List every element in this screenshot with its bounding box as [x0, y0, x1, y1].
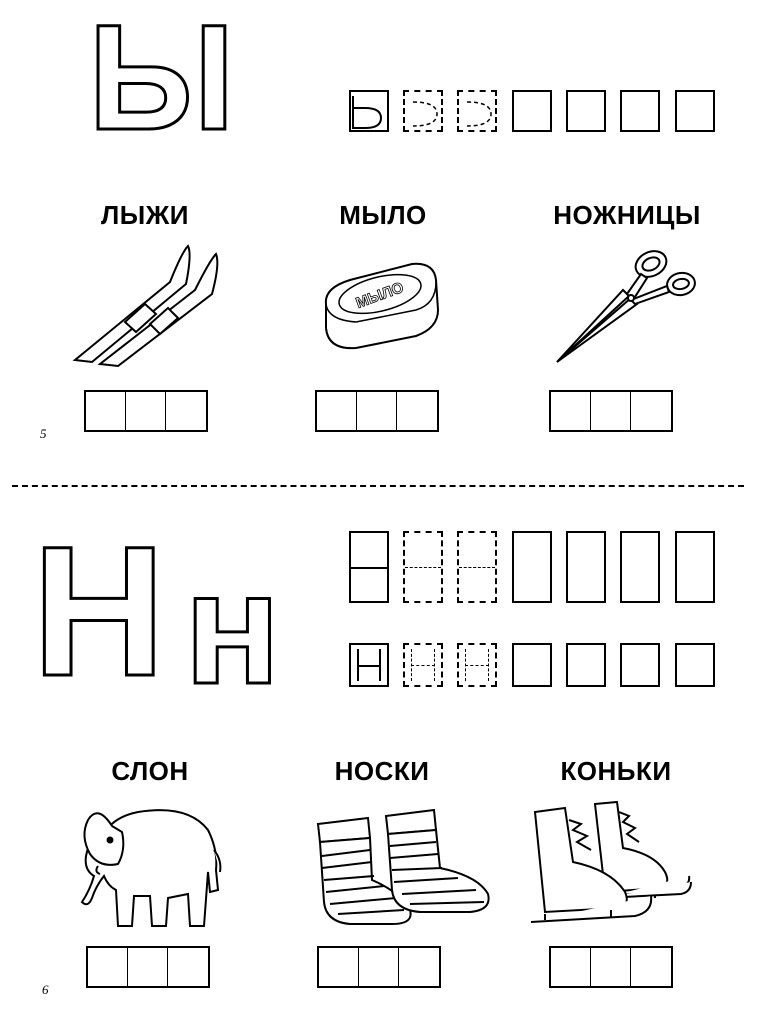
skis-icon — [70, 242, 230, 367]
answer-cell[interactable] — [591, 392, 631, 430]
answer-grid[interactable] — [549, 390, 673, 432]
big-letter-n-upper: Н — [32, 509, 166, 715]
answer-grid[interactable] — [86, 946, 210, 988]
write-box-lower-5[interactable] — [566, 643, 606, 687]
trace-guide-dashed — [459, 92, 495, 130]
big-letter-y: Ы — [88, 0, 235, 161]
answer-cell[interactable] — [86, 392, 126, 430]
write-box-6[interactable] — [620, 90, 660, 132]
answer-cell[interactable] — [397, 392, 437, 430]
write-box-7[interactable] — [675, 90, 715, 132]
page-number: 5 — [40, 426, 47, 441]
answer-grid[interactable] — [317, 946, 441, 988]
socks-icon — [310, 806, 495, 928]
answer-cell[interactable] — [88, 948, 128, 986]
scissors-icon — [553, 242, 703, 367]
trace-guide-soft-sign — [351, 92, 387, 130]
write-box-lower-6[interactable] — [620, 643, 660, 687]
word-label: НОСКИ — [334, 756, 430, 786]
answer-grid[interactable] — [549, 946, 673, 988]
answer-grid[interactable] — [84, 390, 208, 432]
trace-box-2 — [403, 90, 443, 132]
write-box-upper-6[interactable] — [620, 531, 660, 603]
word-label: СЛОН — [111, 756, 189, 786]
answer-cell[interactable] — [128, 948, 168, 986]
answer-cell[interactable] — [357, 392, 397, 430]
answer-grid[interactable] — [315, 390, 439, 432]
trace-box-lower-2 — [403, 643, 443, 687]
trace-box-lower-3 — [457, 643, 497, 687]
trace-box-upper-3 — [457, 531, 497, 603]
write-box-upper-7[interactable] — [675, 531, 715, 603]
trace-box-upper-1 — [349, 531, 389, 603]
answer-cell[interactable] — [319, 948, 359, 986]
answer-cell[interactable] — [399, 948, 439, 986]
answer-cell[interactable] — [359, 948, 399, 986]
trace-box-upper-2 — [403, 531, 443, 603]
big-letter-n-lower: н — [184, 538, 281, 717]
trace-box-3 — [457, 90, 497, 132]
answer-cell[interactable] — [551, 392, 591, 430]
answer-cell[interactable] — [168, 948, 208, 986]
answer-cell[interactable] — [317, 392, 357, 430]
write-box-lower-4[interactable] — [512, 643, 552, 687]
write-box-lower-7[interactable] — [675, 643, 715, 687]
trace-box-lower-1 — [349, 643, 389, 687]
answer-cell[interactable] — [166, 392, 206, 430]
answer-cell[interactable] — [551, 948, 591, 986]
word-label: НОЖНИЦЫ — [553, 200, 701, 230]
write-box-upper-4[interactable] — [512, 531, 552, 603]
word-label: ЛЫЖИ — [101, 200, 189, 230]
trace-box-1 — [349, 90, 389, 132]
word-label: КОНЬКИ — [560, 756, 672, 786]
answer-cell[interactable] — [591, 948, 631, 986]
answer-cell[interactable] — [631, 392, 671, 430]
answer-cell[interactable] — [126, 392, 166, 430]
write-box-5[interactable] — [566, 90, 606, 132]
word-label: МЫЛО — [339, 200, 427, 230]
skates-icon — [525, 800, 695, 930]
answer-cell[interactable] — [631, 948, 671, 986]
elephant-icon — [68, 790, 223, 930]
trace-guide-dashed — [405, 92, 441, 130]
write-box-upper-5[interactable] — [566, 531, 606, 603]
section-divider — [12, 485, 744, 487]
write-box-4[interactable] — [512, 90, 552, 132]
soap-icon — [320, 258, 442, 352]
soap-label: МЫЛО — [353, 279, 406, 312]
page-number: 6 — [42, 982, 49, 997]
